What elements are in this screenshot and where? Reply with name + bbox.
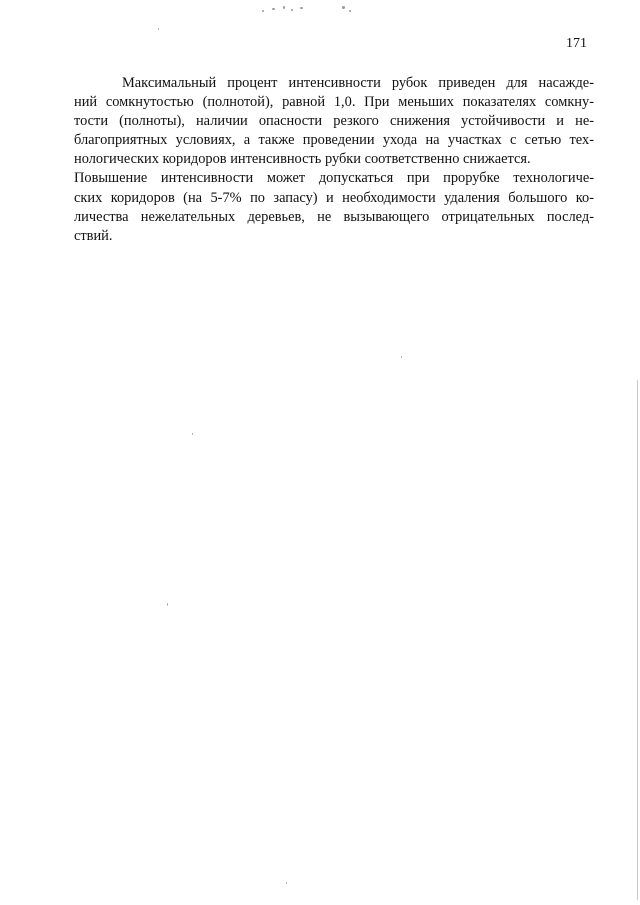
- scan-artifact: [401, 356, 402, 358]
- scan-artifact: [167, 603, 168, 606]
- scan-artifact: [300, 7, 303, 9]
- scan-artifact: [262, 10, 264, 12]
- body-text: [74, 74, 594, 246]
- paragraph-2-line: личества нежелательных деревьев, не вызывающего отрицательных послед-: [74, 208, 594, 225]
- scan-artifact: [158, 28, 159, 30]
- scan-artifact: [349, 10, 351, 12]
- scan-artifact: [291, 9, 293, 11]
- page-number: 171: [566, 36, 587, 51]
- paragraph-1-line: благоприятных условиях, а также проведении ухода на участках с сетью тех-: [74, 132, 594, 149]
- scan-artifact: [286, 882, 287, 884]
- paragraph-2-line: Повышение интенсивности может допускаться при прорубке технологиче-: [74, 170, 594, 187]
- scan-artifact: [192, 433, 193, 435]
- paragraph-2-line: ствий.: [74, 227, 113, 244]
- paragraph-2-line: ских коридоров (на 5-7% по запасу) и необходимости удаления большого ко-: [74, 189, 594, 206]
- paragraph-1-line: нологических коридоров интенсивность рубки соответственно снижается.: [74, 151, 531, 168]
- paragraph-1-line: Максимальный процент интенсивности рубок приведен для насажде-: [122, 75, 594, 91]
- scan-artifact: [272, 8, 275, 10]
- paragraph-1-line: ний сомкнутостью (полнотой), равной 1,0. При меньших показателях сомкну-: [74, 94, 594, 111]
- scan-edge-line: [637, 380, 638, 900]
- scan-artifact: [342, 6, 345, 9]
- paragraph-1-line: тости (полноты), наличии опасности резкого снижения устойчивости и не-: [74, 113, 594, 130]
- scan-artifact: [283, 6, 285, 9]
